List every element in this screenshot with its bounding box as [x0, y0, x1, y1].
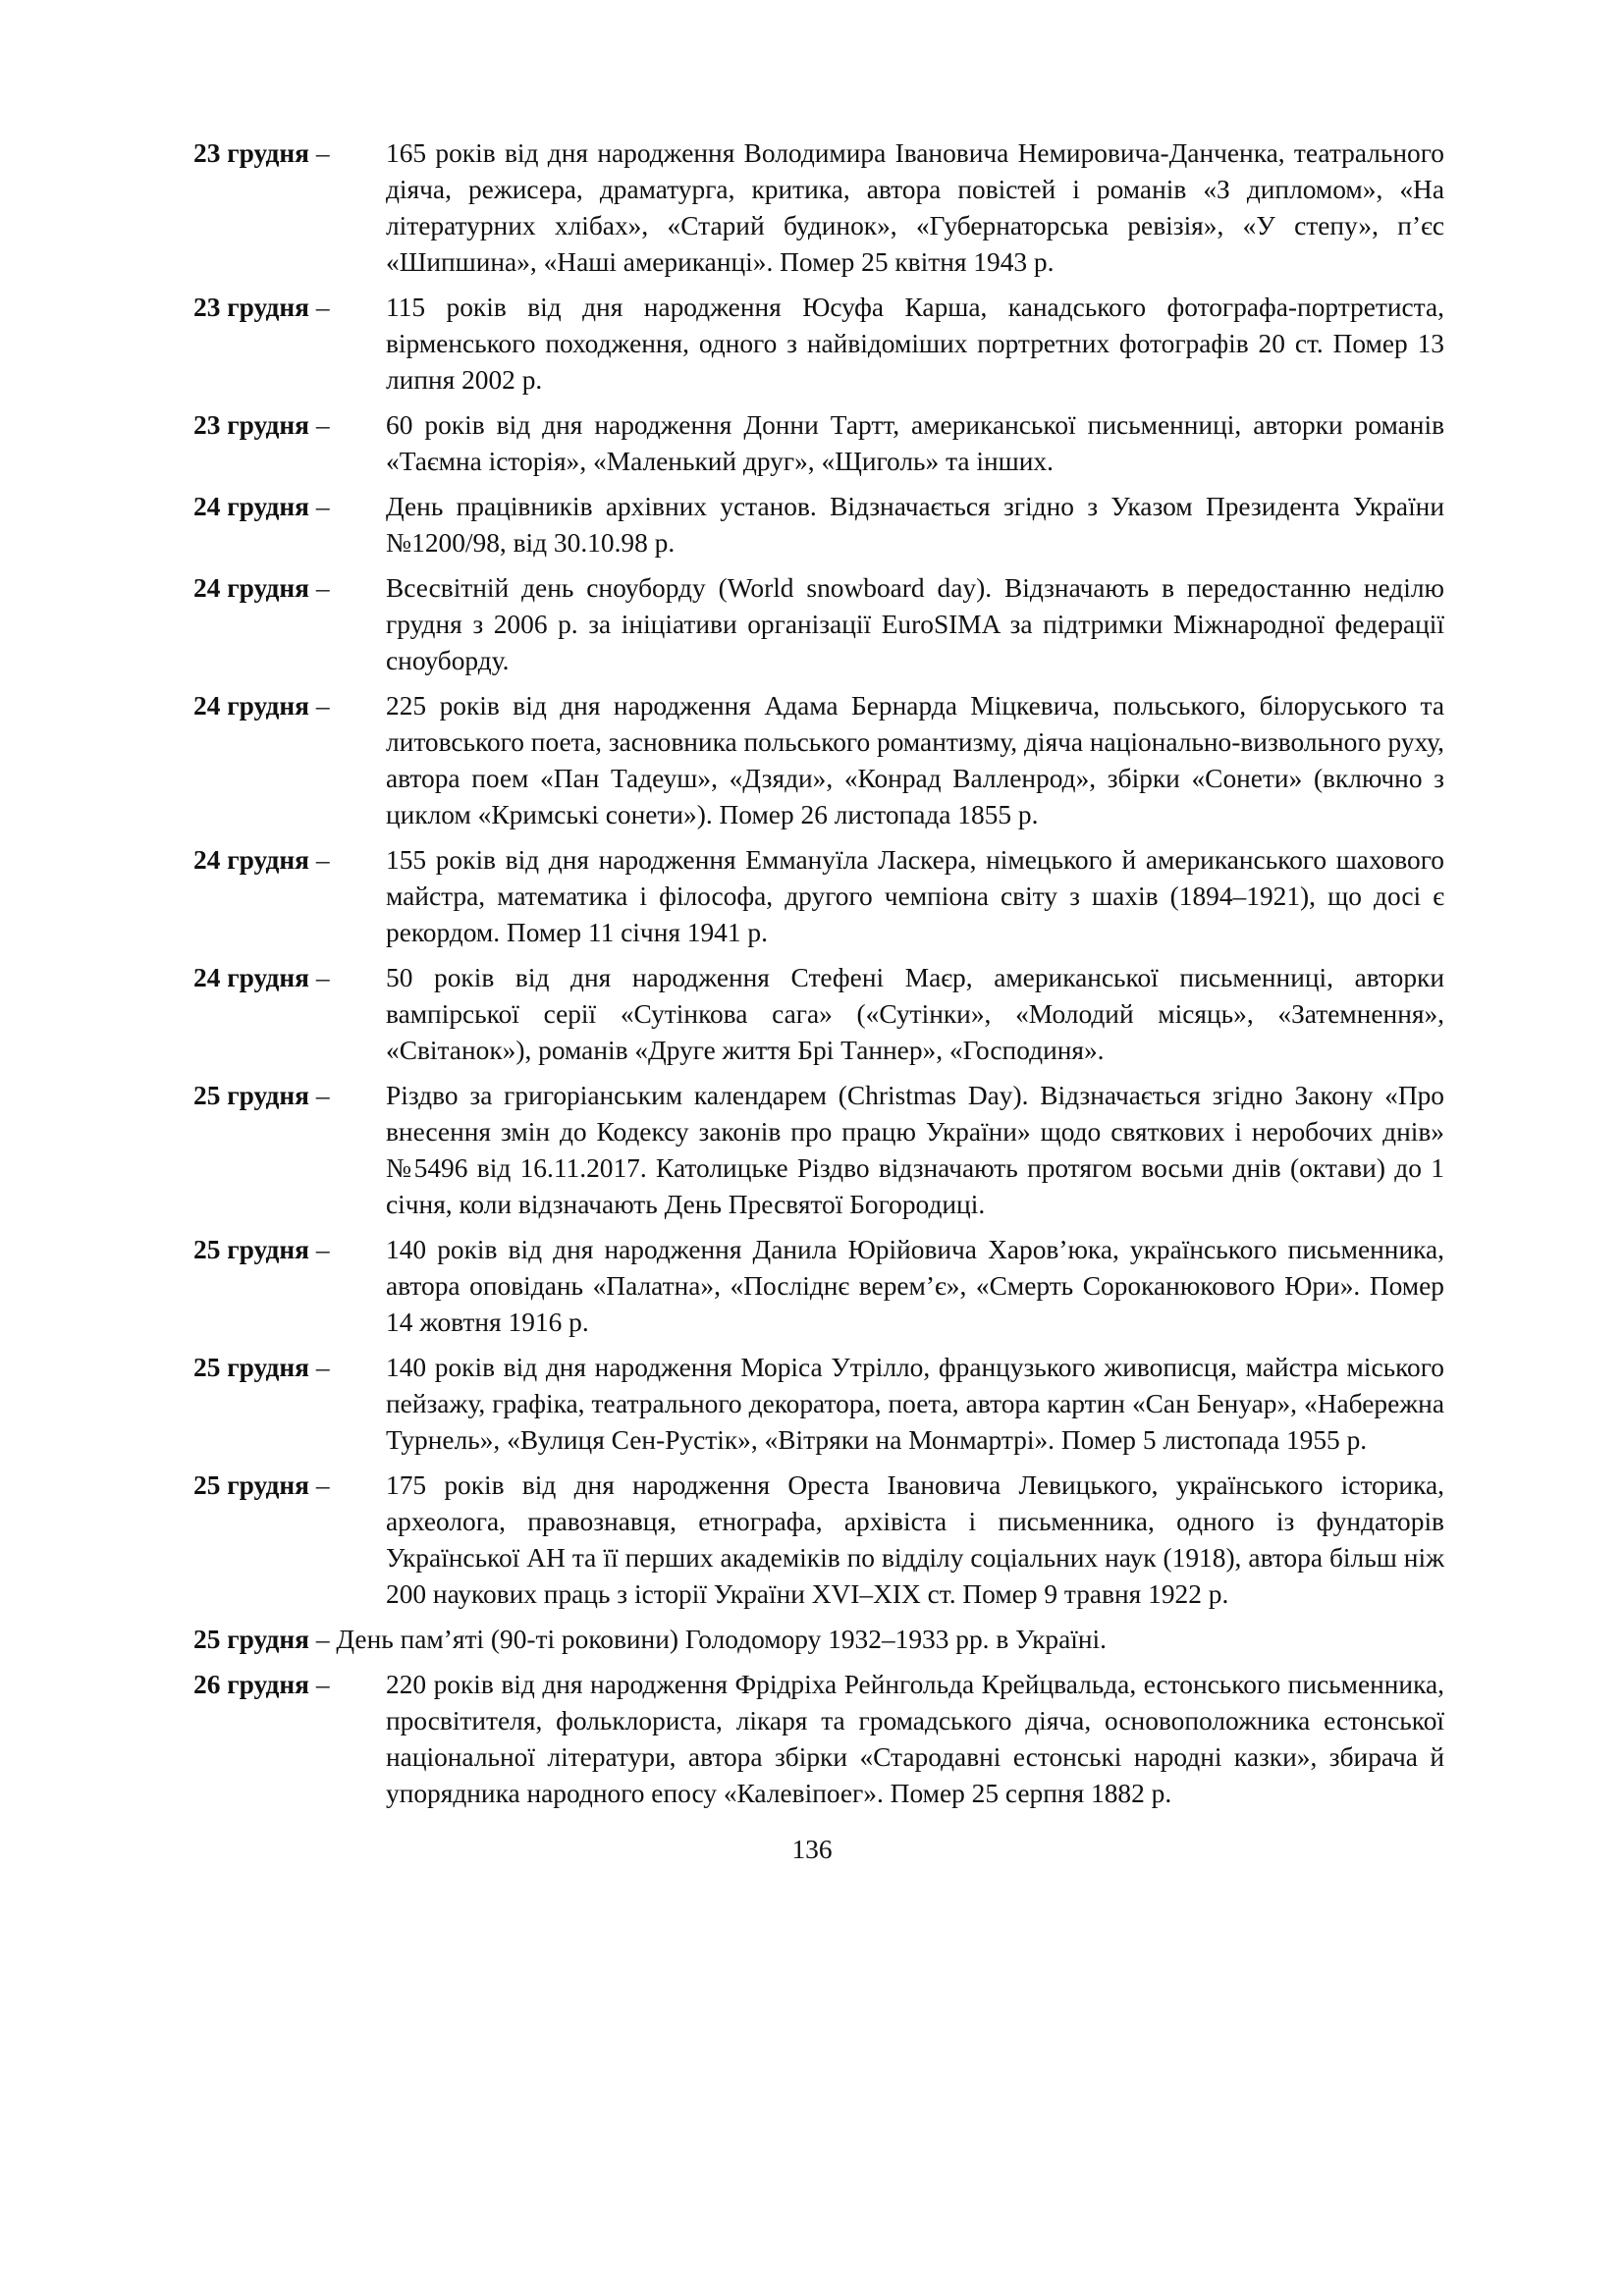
entry-text: 175 років від дня народження Ореста Івановича Левицького, українського історика, археолога, правознавця, етнографа, архівіста і письменника, одного із фундаторів Української АН та її перших академіків по відділу соціальних наук (1918), автора більш ніж 200 наукових праць з історії України XVI–XIX ст. Помер 9 травня 1922 р.	[386, 1470, 1444, 1609]
entry-text: Різдво за григоріанським календарем (Christmas Day). Відзначається згідно Закону «Про внесення змін до Кодексу законів про працю України» щодо святкових і неробочих днів» №5496 від 16.11.2017. Католицьке Різдво відзначають протягом восьми днів (октави) до 1 січня, коли відзначають День Пресвятої Богородиці.	[386, 1081, 1444, 1219]
calendar-entry	[193, 1468, 1444, 1613]
calendar-entry	[193, 1350, 1444, 1459]
calendar-entry	[193, 842, 1444, 951]
entry-text: 140 років від дня народження Данила Юрійовича Харов’юка, українського письменника, автора оповідань «Палатна», «Послiднє верем’є», «Смерть Сороканюкового Юри». Помер 14 жовтня 1916 р.	[386, 1235, 1444, 1337]
entry-text: 225 років від дня народження Адама Бернарда Міцкевича, польського, білоруського та литовського поета, засновника польського романтизму, діяча національно-визвольного руху, автора поем «Пан Тадеуш», «Дзяди», «Конрад Валленрод», збірки «Сонети» (включно з циклом «Кримські сонети»). Помер 26 листопада 1855 р.	[386, 691, 1444, 829]
entry-date: 23 грудня	[193, 410, 309, 440]
calendar-entry	[193, 960, 1444, 1069]
calendar-entry	[193, 290, 1444, 399]
entry-date: 25 грудня	[193, 1470, 309, 1500]
calendar-entry	[193, 1232, 1444, 1341]
entry-date: 24 грудня	[193, 492, 309, 521]
entry-dash: –	[315, 1353, 330, 1382]
entry-text: 140 років від дня народження Моріса Утрілло, французького живописця, майстра міського пейзажу, графіка, театрального декоратора, поета, автора картин «Сан Бенуар», «Набережна Турнель», «Вулиця Сен-Рустік», «Вітряки на Монмартрі». Помер 5 листопада 1955 р.	[386, 1353, 1444, 1455]
page-number: 136	[791, 1835, 833, 1864]
entry-date: 25 грудня	[193, 1081, 309, 1110]
entry-text: 50 років від дня народження Стефені Маєр, американської письменниці, авторки вампірської серії «Сутінкова сага» («Сутінки», «Молодий місяць», «Затемнення», «Світанок»), романів «Друге життя Брі Таннер», «Господиня».	[386, 963, 1444, 1065]
calendar-entry	[193, 407, 1444, 480]
entry-dash: –	[315, 691, 330, 721]
entry-date: 24 грудня	[193, 845, 309, 875]
entry-date: 26 грудня	[193, 1670, 309, 1699]
entry-dash: –	[315, 1081, 330, 1110]
entry-dash: –	[315, 573, 330, 603]
entry-date: 25 грудня	[193, 1625, 309, 1654]
entry-date: 25 грудня	[193, 1235, 309, 1264]
entry-dash: –	[315, 845, 330, 875]
entry-text: День пам’яті (90-ті роковини) Голодомору 1932–1933 рр. в Україні.	[336, 1625, 1108, 1654]
entry-dash: –	[315, 1670, 330, 1699]
calendar-entry	[193, 1667, 1444, 1812]
entry-dash: –	[315, 1470, 330, 1500]
entry-date: 24 грудня	[193, 691, 309, 721]
entry-dash: –	[315, 138, 330, 168]
entry-date: 24 грудня	[193, 573, 309, 603]
entry-text: День працівників архівних установ. Відзначається згідно з Указом Президента України №1200/98, від 30.10.98 р.	[386, 492, 1444, 558]
calendar-entry	[193, 570, 1444, 679]
entry-dash: –	[315, 1625, 330, 1654]
entry-dash: –	[315, 1235, 330, 1264]
entry-dash: –	[315, 293, 330, 322]
entry-dash: –	[315, 492, 330, 521]
entry-text: 220 років від дня народження Фрідріха Рейнгольда Крейцвальда, естонського письменника, просвітителя, фольклориста, лікаря та громадського діяча, основоположника естонської національної літератури, автора збірки «Стародавні естонські народні казки», збирача й упорядника народного епосу «Калевіпоег». Помер 25 серпня 1882 р.	[386, 1670, 1444, 1808]
entry-dash: –	[315, 963, 330, 992]
calendar-entry	[193, 1622, 1444, 1658]
entry-date: 23 грудня	[193, 138, 309, 168]
calendar-entry	[193, 135, 1444, 281]
entry-text: 155 років від дня народження Еммануїла Ласкера, німецького й американського шахового майстра, математика і філософа, другого чемпіона світу з шахів (1894–1921), що досі є рекордом. Помер 11 січня 1941 р.	[386, 845, 1444, 947]
calendar-entry	[193, 688, 1444, 833]
entry-text: 60 років від дня народження Донни Тартт, американської письменниці, авторки романів «Таємна історія», «Маленький друг», «Щиголь» та інших.	[386, 410, 1444, 476]
calendar-entries-list	[193, 135, 1444, 1821]
calendar-entry	[193, 1078, 1444, 1223]
entry-dash: –	[315, 410, 330, 440]
entry-text: 115 років від дня народження Юсуфа Карша, канадського фотографа-портретиста, вірменського походження, одного з найвідоміших портретних фотографів 20 ст. Помер 13 липня 2002 р.	[386, 293, 1444, 395]
calendar-entry	[193, 489, 1444, 561]
entry-date: 23 грудня	[193, 293, 309, 322]
entry-date: 25 грудня	[193, 1353, 309, 1382]
entry-text: Всесвітній день сноуборду (World snowboard day). Відзначають в передостанню неділю грудня з 2006 р. за ініціативи організації EuroSIMA за підтримки Міжнародної федерації сноуборду.	[386, 573, 1444, 675]
entry-date: 24 грудня	[193, 963, 309, 992]
entry-text: 165 років від дня народження Володимира Івановича Немировича-Данченка, театрального діяча, режисера, драматурга, критика, автора повістей і романів «З дипломом», «На літературних хлібах», «Старий будинок», «Губернаторська ревізія», «У степу», п’єс «Шипшина», «Наші американці». Помер 25 квітня 1943 р.	[386, 138, 1444, 277]
